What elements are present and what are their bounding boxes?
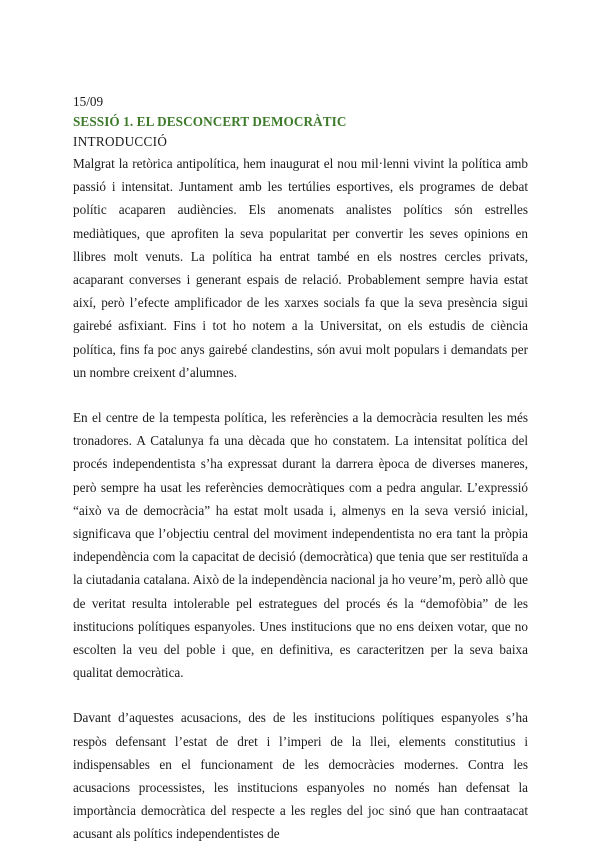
session-title: SESSIÓ 1. EL DESCONCERT DEMOCRÀTIC [73,114,347,129]
paragraph-1: Malgrat la retòrica antipolítica, hem inaugurat el nou mil·lenni vivint la política amb passió i intensitat. Juntament amb les tertúlies esportives, els programes de debat polític acaparen audiències. Els anomenats analistes polítics són estrelles mediàtiques, que aprofiten la seva popularitat per convertir les seves opinions en llibres molt venuts. La política ha entrat també en els nostres cercles privats, acaparant converses i generant espais de relació. Probablement sempre havia estat així, però l’efecte amplificador de les xarxes socials fa que la seva presència sigui gairebé asfixiant. Fins i tot ho notem a la Universitat, on els estudis de ciència política, fins fa poc anys gairebé clandestins, són avui molt populars i demandats per un nombre creixent d’alumnes. [73,156,528,380]
paragraph-2: En el centre de la tempesta política, les referències a la democràcia resulten les més tronadores. A Catalunya fa una dècada que ho constatem. La intensitat política del procés independentista s’ha expressat durant la darrera època de diverses maneres, però sempre ha usat les referències democràtiques com a pedra angular. L’expressió “això va de democràcia” ha estat molt usada i, almenys en la seva versió inicial, significava que l’objectiu central del moviment independentista no era tant la pròpia independència com la capacitat de decisió (democràtica) que tenia que ser restituïda a la ciutadania catalana. Això de la independència nacional ja ho veure’m, però allò que de veritat resulta intolerable pel estrategues del procés és la “demofòbia” de les institucions polítiques espanyoles. Unes institucions que no ens deixen votar, que no escolten la veu del poble i que, en definitiva, es caracteritzen per la seva baixa qualitat democràtica. [73,410,528,681]
document-page [73,92,528,846]
session-date: 15/09 [73,94,104,109]
paragraph-3: Davant d’aquestes acusacions, des de les institucions polítiques espanyoles s’ha respòs defensant l’estat de dret i l’imperi de la llei, elements constitutius i indispensables en el funcionament de les democràcies modernes. Contra les acusacions processistes, les institucions espanyoles no només han defensat la importància democràtica del respecte a les regles del joc sinó que han contraatacat acusant als polítics independentistes de [73,710,528,842]
section-heading: INTRODUCCIÓ [73,134,168,149]
